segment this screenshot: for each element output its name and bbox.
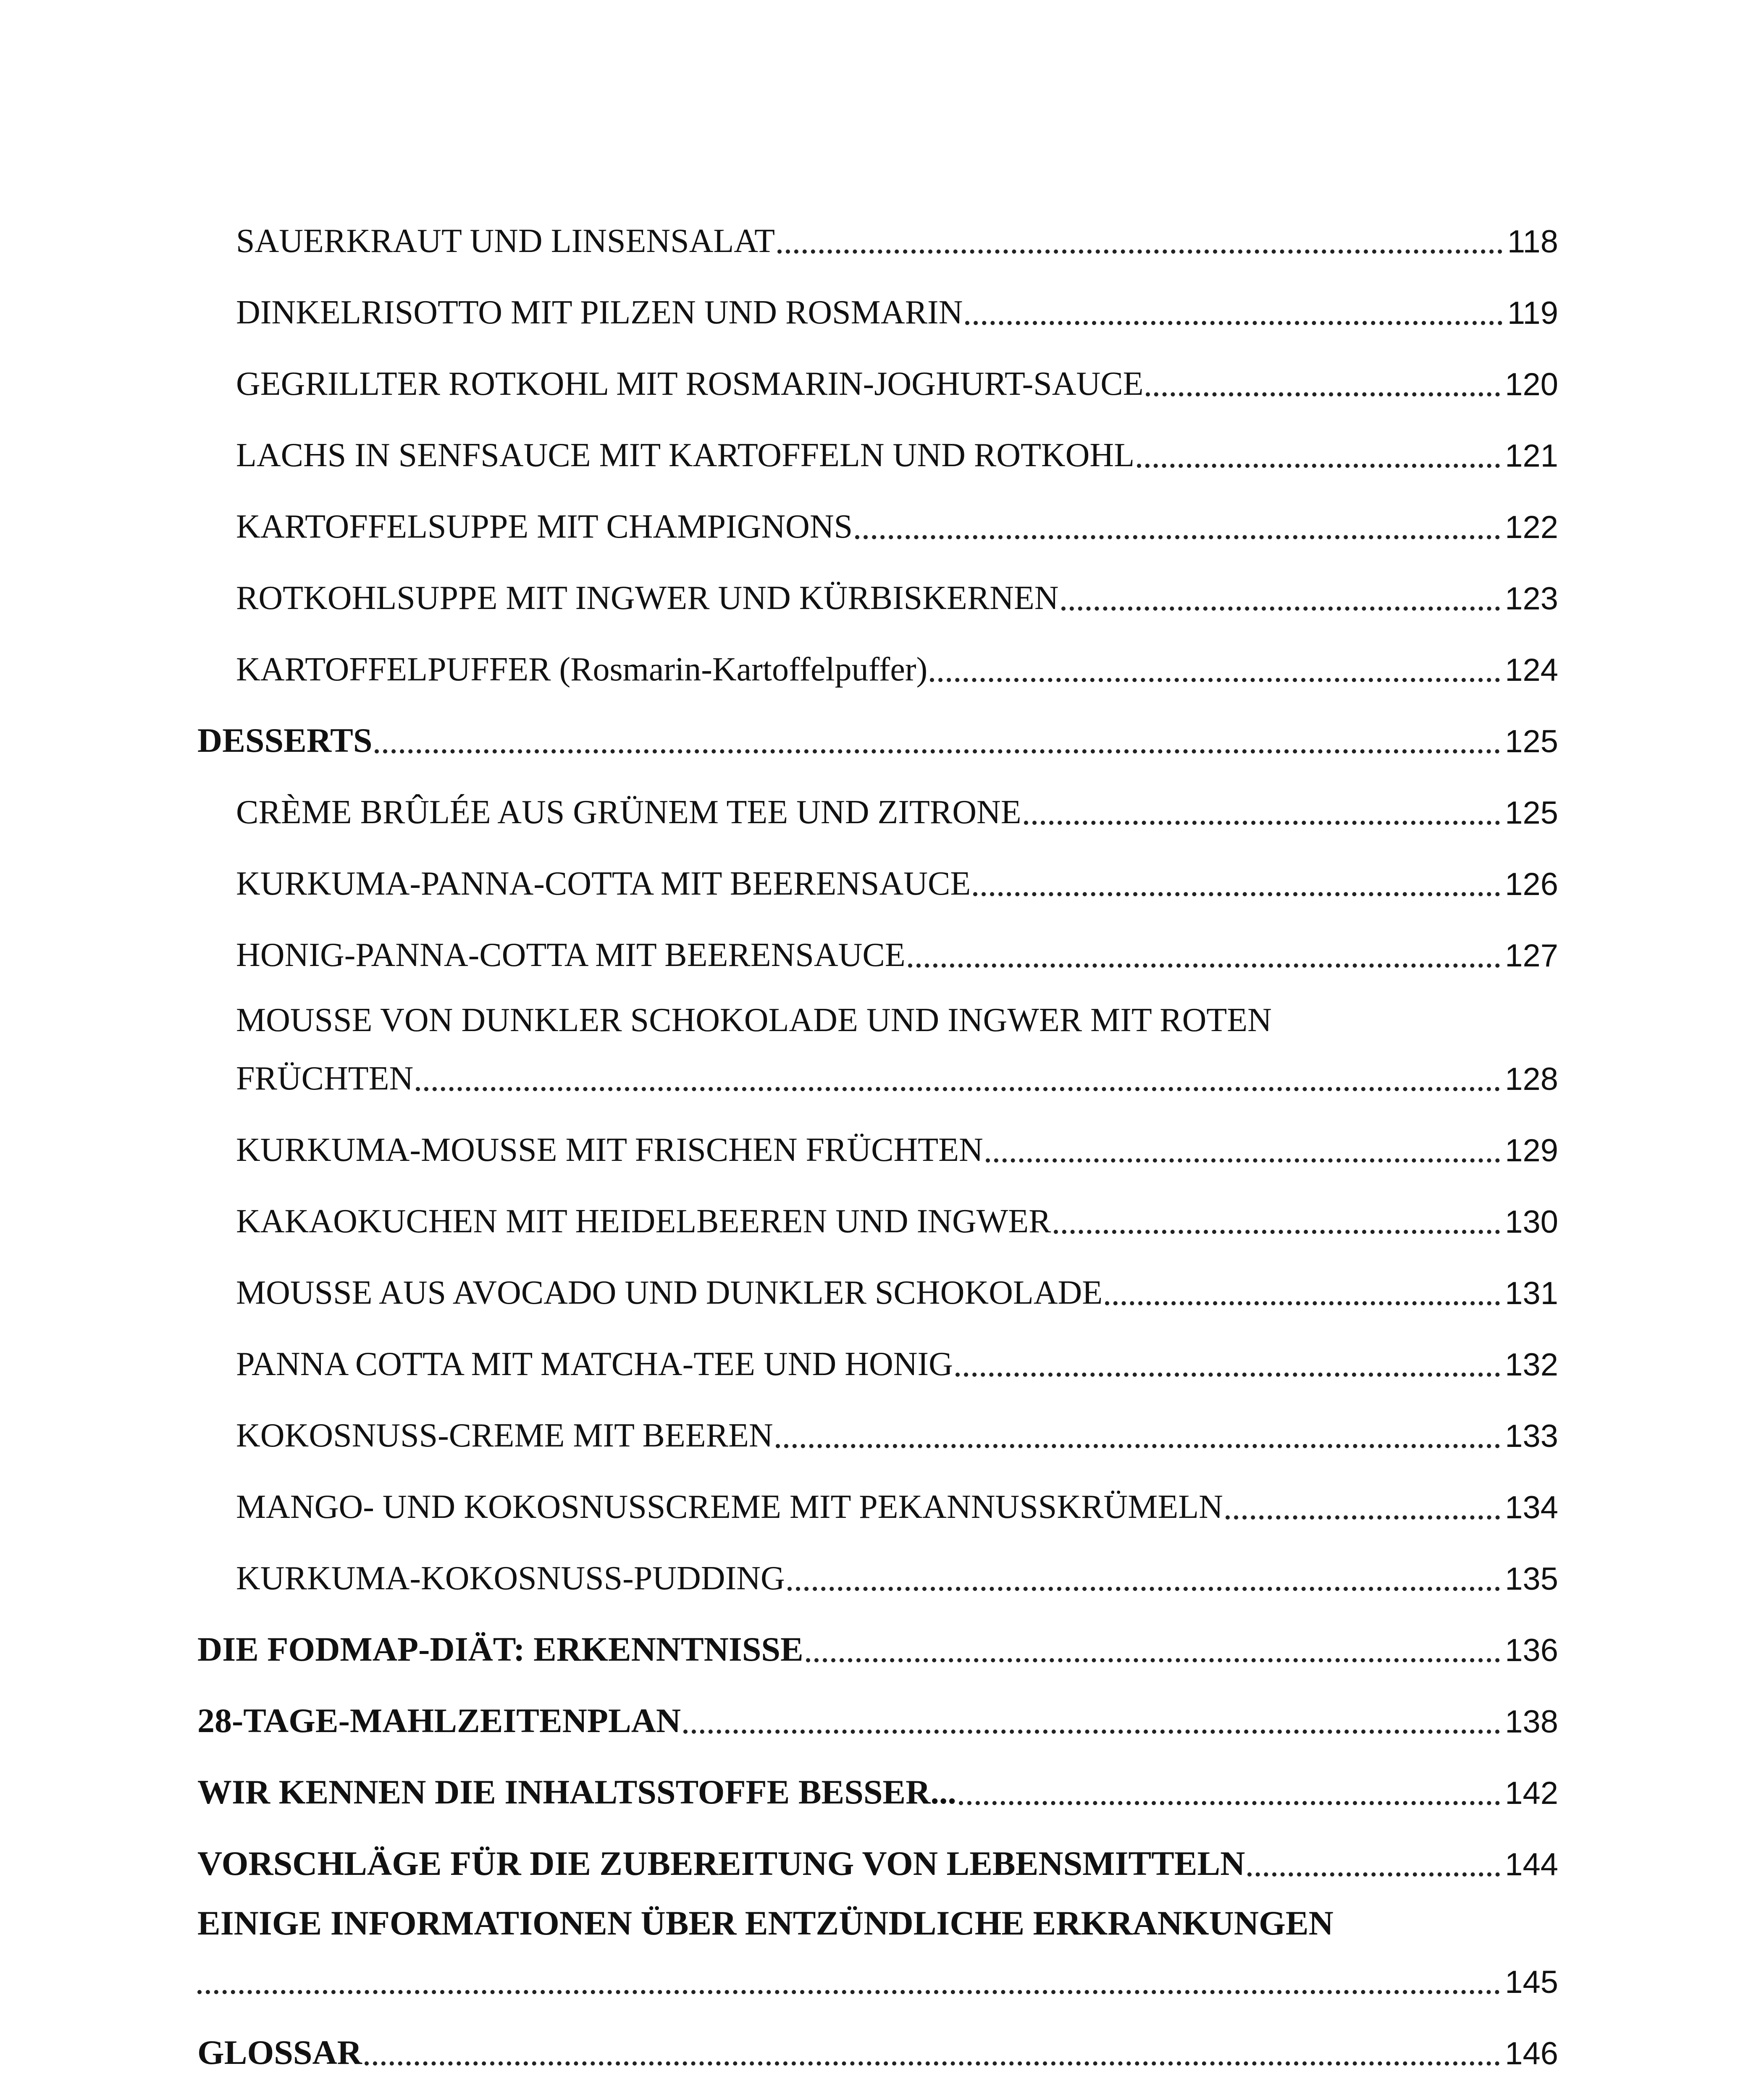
dot-leader bbox=[1137, 464, 1500, 468]
toc-entry-honig-panna-cotta[interactable] bbox=[197, 903, 1558, 974]
toc-entry-title: KARTOFFELSUPPE MIT CHAMPIGNONS bbox=[236, 508, 853, 545]
toc-entry-page-number: 144 bbox=[1505, 1847, 1558, 1882]
toc-entry-page-number: 138 bbox=[1505, 1704, 1558, 1740]
toc-entry-kurkuma-kokosnuss-pudding[interactable] bbox=[197, 1526, 1558, 1598]
toc-entry-page-number: 145 bbox=[1505, 1964, 1558, 2000]
toc-entry-page-number: 121 bbox=[1505, 438, 1558, 474]
toc-entry-title: KURKUMA-PANNA-COTTA MIT BEERENSAUCE bbox=[236, 865, 971, 902]
toc-entry-dinkelrisotto[interactable] bbox=[197, 260, 1558, 332]
dot-leader bbox=[197, 1990, 1500, 1994]
toc-entry-rotkohlsuppe[interactable] bbox=[197, 546, 1558, 617]
dot-leader bbox=[1054, 1230, 1500, 1234]
toc-entry-page-number: 130 bbox=[1505, 1204, 1558, 1240]
toc-entry-lachs-in-senfsauce[interactable] bbox=[197, 403, 1558, 475]
toc-entry-page-number: 119 bbox=[1507, 295, 1558, 331]
dot-leader bbox=[788, 1587, 1500, 1591]
toc-section-fodmap-diaet[interactable] bbox=[197, 1598, 1558, 1669]
toc-entry-kartoffelsuppe[interactable] bbox=[197, 475, 1558, 546]
toc-section-title: WIR KENNEN DIE INHALTSSTOFFE BESSER... bbox=[197, 1773, 956, 1811]
toc-entry-page-number: 129 bbox=[1505, 1133, 1558, 1168]
toc-section-title: DESSERTS bbox=[197, 721, 373, 759]
toc-section-title-line-1: EINIGE INFORMATIONEN ÜBER ENTZÜNDLICHE ERKRANKUNGEN bbox=[197, 1904, 1334, 1942]
toc-entry-title: KAKAOKUCHEN MIT HEIDELBEEREN UND INGWER bbox=[236, 1203, 1051, 1240]
toc-entry-creme-brulee[interactable] bbox=[197, 760, 1558, 832]
toc-entry-mousse-dunkle-schokolade[interactable] bbox=[197, 974, 1558, 1098]
toc-entry-page-number: 125 bbox=[1505, 795, 1558, 831]
toc-entry-page-number: 123 bbox=[1505, 581, 1558, 617]
toc-section-inhaltsstoffe[interactable] bbox=[197, 1740, 1558, 1812]
toc-entry-mango-kokosnusscreme[interactable] bbox=[197, 1455, 1558, 1526]
dot-leader bbox=[1061, 606, 1500, 611]
toc-entry-title: GEGRILLTER ROTKOHL MIT ROSMARIN-JOGHURT-SAUCE bbox=[236, 365, 1144, 402]
toc-entry-page-number: 135 bbox=[1505, 1561, 1558, 1597]
toc-entry-title-line-1: MOUSSE VON DUNKLER SCHOKOLADE UND INGWER MIT ROTEN bbox=[236, 1002, 1272, 1039]
dot-leader bbox=[777, 249, 1502, 254]
dot-leader bbox=[1105, 1301, 1500, 1305]
toc-entry-page-number: 134 bbox=[1505, 1490, 1558, 1525]
toc-entry-title: LACHS IN SENFSAUCE MIT KARTOFFELN UND ROTKOHL bbox=[236, 437, 1135, 474]
toc-entry-title: MANGO- UND KOKOSNUSSCREME MIT PEKANNUSSKRÜMELN bbox=[236, 1488, 1223, 1525]
toc-section-title: VORSCHLÄGE FÜR DIE ZUBEREITUNG VON LEBENSMITTELN bbox=[197, 1844, 1245, 1882]
toc-entry-title: CRÈME BRÛLÉE AUS GRÜNEM TEE UND ZITRONE bbox=[236, 794, 1021, 831]
toc-section-title: GLOSSAR bbox=[197, 2033, 362, 2071]
toc-entry-page-number: 125 bbox=[1505, 724, 1558, 759]
toc-entry-page-number: 142 bbox=[1505, 1775, 1558, 1811]
toc-entry-second-line bbox=[236, 1047, 1558, 1098]
toc-section-entzuendliche-erkrankungen[interactable] bbox=[197, 1883, 1558, 2001]
dot-leader bbox=[375, 749, 1500, 753]
toc-section-title: DIE FODMAP-DIÄT: ERKENNTNISSE bbox=[197, 1630, 803, 1668]
toc-entry-page-number: 136 bbox=[1505, 1633, 1558, 1668]
toc-section-desserts[interactable] bbox=[197, 689, 1558, 760]
toc-section-title: 28-TAGE-MAHLZEITENPLAN bbox=[197, 1701, 681, 1740]
dot-leader bbox=[416, 1087, 1500, 1091]
dot-leader bbox=[1226, 1515, 1500, 1520]
dot-leader bbox=[973, 892, 1500, 896]
toc-entry-kurkuma-panna-cotta[interactable] bbox=[197, 832, 1558, 903]
toc-entry-gegrillter-rotkohl[interactable] bbox=[197, 332, 1558, 403]
toc-entry-mousse-avocado[interactable] bbox=[197, 1241, 1558, 1312]
toc-entry-title: ROTKOHLSUPPE MIT INGWER UND KÜRBISKERNEN bbox=[236, 580, 1059, 617]
toc-entry-kartoffelpuffer[interactable] bbox=[197, 617, 1558, 689]
table-of-contents bbox=[197, 189, 1558, 2100]
toc-section-mahlzeitenplan[interactable] bbox=[197, 1669, 1558, 1740]
toc-entry-page-number: 133 bbox=[1505, 1418, 1558, 1454]
dot-leader bbox=[959, 1801, 1500, 1805]
toc-entry-title: DINKELRISOTTO MIT PILZEN UND ROSMARIN bbox=[236, 294, 963, 331]
toc-entry-page-number: 146 bbox=[1505, 2036, 1558, 2071]
dot-leader bbox=[776, 1444, 1500, 1448]
dot-leader bbox=[1146, 392, 1500, 396]
toc-entry-title-line-2: FRÜCHTEN bbox=[236, 1060, 414, 1097]
toc-entry-title: SAUERKRAUT UND LINSENSALAT bbox=[236, 223, 775, 260]
toc-entry-page-number: 127 bbox=[1505, 938, 1558, 974]
toc-entry-title: PANNA COTTA MIT MATCHA-TEE UND HONIG bbox=[236, 1346, 953, 1383]
dot-leader bbox=[908, 963, 1500, 968]
dot-leader bbox=[806, 1658, 1500, 1662]
dot-leader bbox=[986, 1158, 1500, 1163]
dot-leader bbox=[956, 1373, 1500, 1377]
toc-entry-title: HONIG-PANNA-COTTA MIT BEERENSAUCE bbox=[236, 937, 906, 974]
toc-entry-kakaokuchen[interactable] bbox=[197, 1169, 1558, 1241]
toc-entry-page-number: 118 bbox=[1507, 224, 1558, 260]
toc-entry-kokosnuss-creme[interactable] bbox=[197, 1383, 1558, 1455]
toc-section-zubereitung[interactable] bbox=[197, 1812, 1558, 1883]
toc-entry-page-number: 132 bbox=[1505, 1347, 1558, 1383]
toc-entry-title: KURKUMA-MOUSSE MIT FRISCHEN FRÜCHTEN bbox=[236, 1131, 983, 1168]
toc-section-schlussfolgerungen[interactable] bbox=[197, 2072, 1558, 2100]
toc-entry-title: KURKUMA-KOKOSNUSS-PUDDING bbox=[236, 1560, 785, 1597]
toc-entry-page-number: 128 bbox=[1505, 1061, 1558, 1097]
dot-leader bbox=[1024, 821, 1500, 825]
dot-leader bbox=[855, 535, 1500, 539]
toc-entry-sauerkraut-und-linsensalat[interactable] bbox=[197, 189, 1558, 260]
toc-section-glossar[interactable] bbox=[197, 2001, 1558, 2072]
dot-leader bbox=[965, 321, 1502, 325]
toc-entry-second-line bbox=[197, 1950, 1558, 2001]
toc-entry-page-number: 120 bbox=[1505, 367, 1558, 402]
toc-entry-page-number: 122 bbox=[1505, 509, 1558, 545]
toc-entry-panna-cotta-matcha[interactable] bbox=[197, 1312, 1558, 1383]
toc-entry-page-number: 126 bbox=[1505, 866, 1558, 902]
dot-leader bbox=[365, 2061, 1500, 2066]
toc-entry-title: KOKOSNUSS-CREME MIT BEEREN bbox=[236, 1417, 773, 1454]
dot-leader bbox=[1247, 1872, 1500, 1877]
dot-leader bbox=[683, 1730, 1500, 1734]
dot-leader bbox=[930, 678, 1500, 682]
toc-entry-page-number: 124 bbox=[1505, 652, 1558, 688]
toc-entry-title: KARTOFFELPUFFER (Rosmarin-Kartoffelpuffer) bbox=[236, 651, 928, 688]
toc-entry-title: MOUSSE AUS AVOCADO UND DUNKLER SCHOKOLADE bbox=[236, 1274, 1103, 1311]
toc-entry-kurkuma-mousse[interactable] bbox=[197, 1098, 1558, 1169]
toc-entry-page-number: 131 bbox=[1505, 1276, 1558, 1311]
